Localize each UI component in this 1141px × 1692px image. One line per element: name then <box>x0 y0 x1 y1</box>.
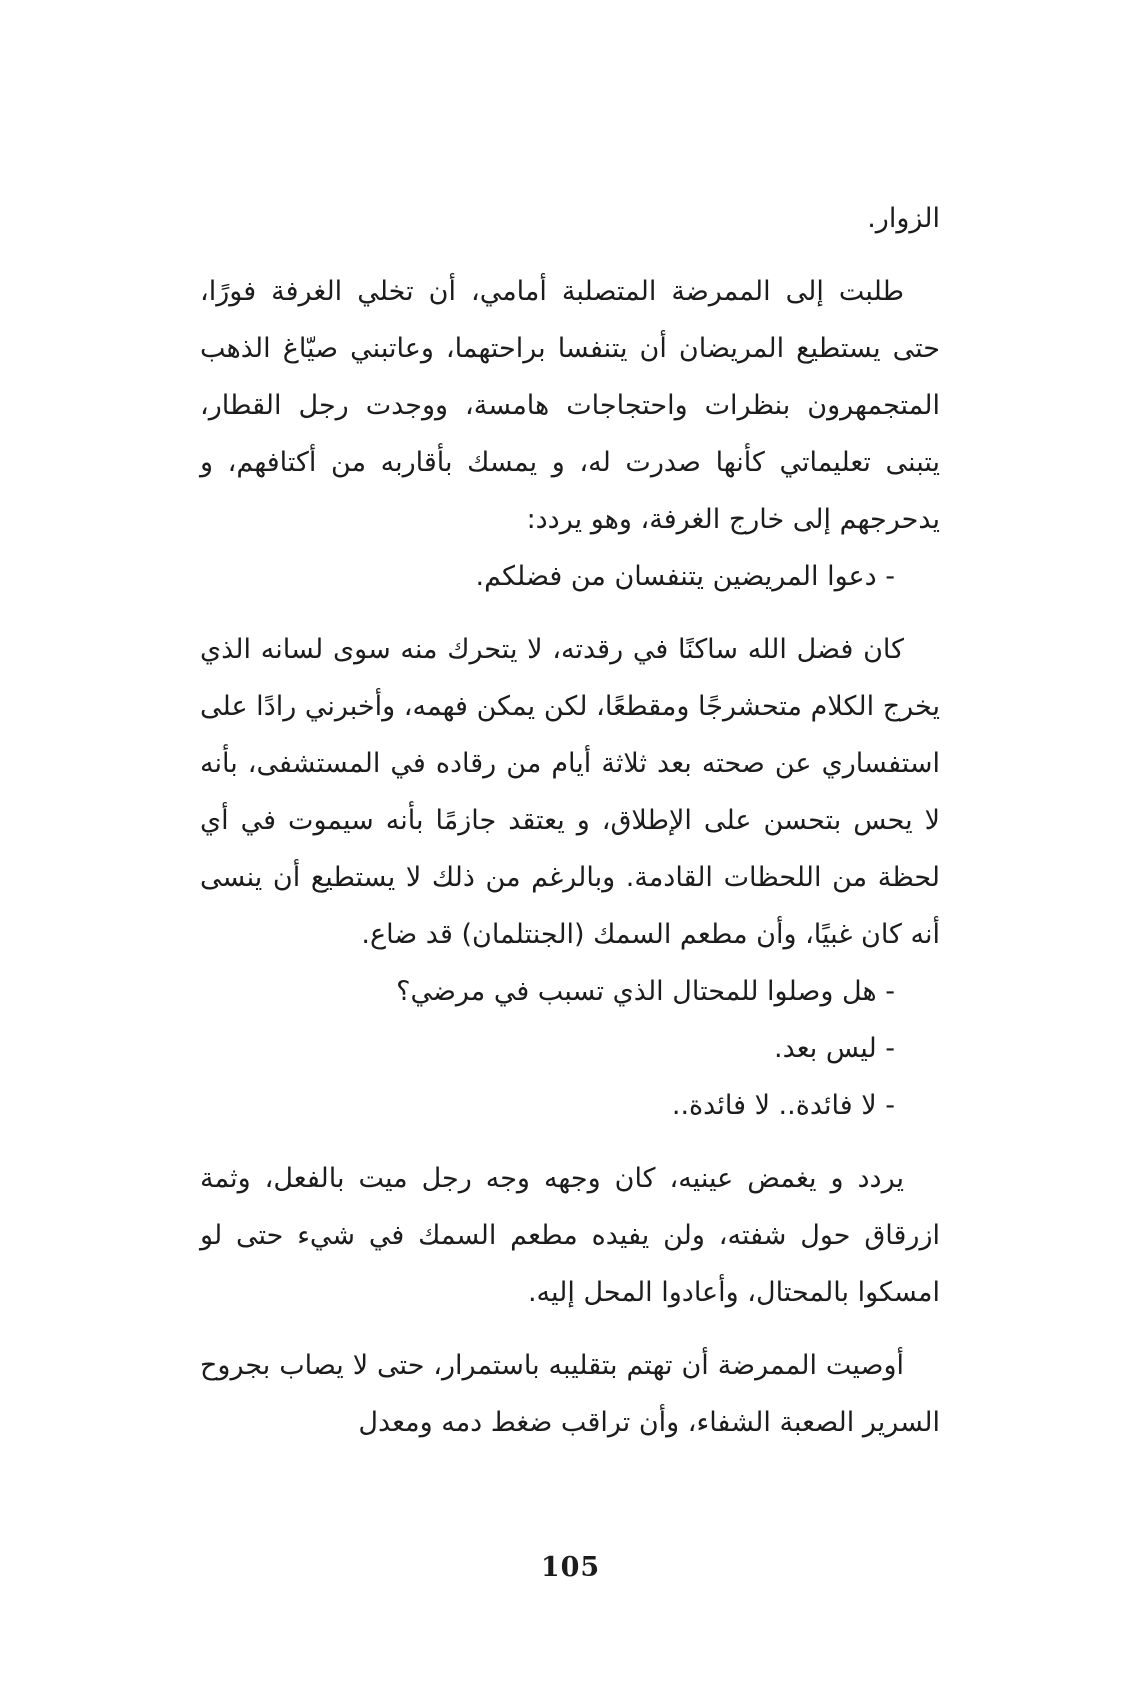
dialogue-line: - لا فائدة.. لا فائدة.. <box>671 1090 895 1121</box>
opening-line: الزوار. <box>867 203 940 234</box>
paragraph-nurse-request: طلبت إلى الممرضة المتصلبة أمامي، أن تخلي الغرفة فورًا، حتى يستطيع المريضان أن يتنفسا براحتهما، وعاتبني صيّاغ الذهب المتجمهرون بنظرات واحتجاجات هامسة، ووجدت رجل القطار، يتبنى تعليماتي كأنها صدرت له، و يمسك بأقاربه من أكتافهم، و يدحرجهم إلى خارج الغرفة، وهو يردد: <box>200 276 940 535</box>
page-body <box>200 190 940 1451</box>
page-number: 105 <box>540 1552 601 1583</box>
dialogue-line: - ليس بعد. <box>774 1033 895 1064</box>
paragraph-dying-man: يردد و يغمض عينيه، كان وجهه وجه رجل ميت بالفعل، وثمة ازرقاق حول شفته، ولن يفيده مطعم السمك في شيء حتى لو امسكوا بالمحتال، وأعادوا المحل إليه. <box>200 1163 940 1308</box>
dialogue-line: - دعوا المريضين يتنفسان من فضلكم. <box>475 561 895 592</box>
paragraph-nurse-instructions: أوصيت الممرضة أن تهتم بتقليبه باستمرار، حتى لا يصاب بجروح السرير الصعبة الشفاء، وأن تراقب ضغط دمه ومعدل <box>200 1350 940 1438</box>
dialogue-line: - هل وصلوا للمحتال الذي تسبب في مرضي؟ <box>396 976 895 1007</box>
paragraph-fadlallah: كان فضل الله ساكنًا في رقدته، لا يتحرك منه سوى لسانه الذي يخرج الكلام متحشرجًا ومقطعًا، لكن يمكن فهمه، وأخبرني رادًا على استفساري عن صحته بعد ثلاثة أيام من رقاده في المستشفى، بأنه لا يحس بتحسن على الإطلاق، و يعتقد جازمًا بأنه سيموت في أي لحظة من اللحظات القادمة. وبالرغم من ذلك لا يستطيع أن ينسى أنه كان غبيًا، وأن مطعم السمك (الجنتلمان) قد ضاع. <box>200 634 940 950</box>
